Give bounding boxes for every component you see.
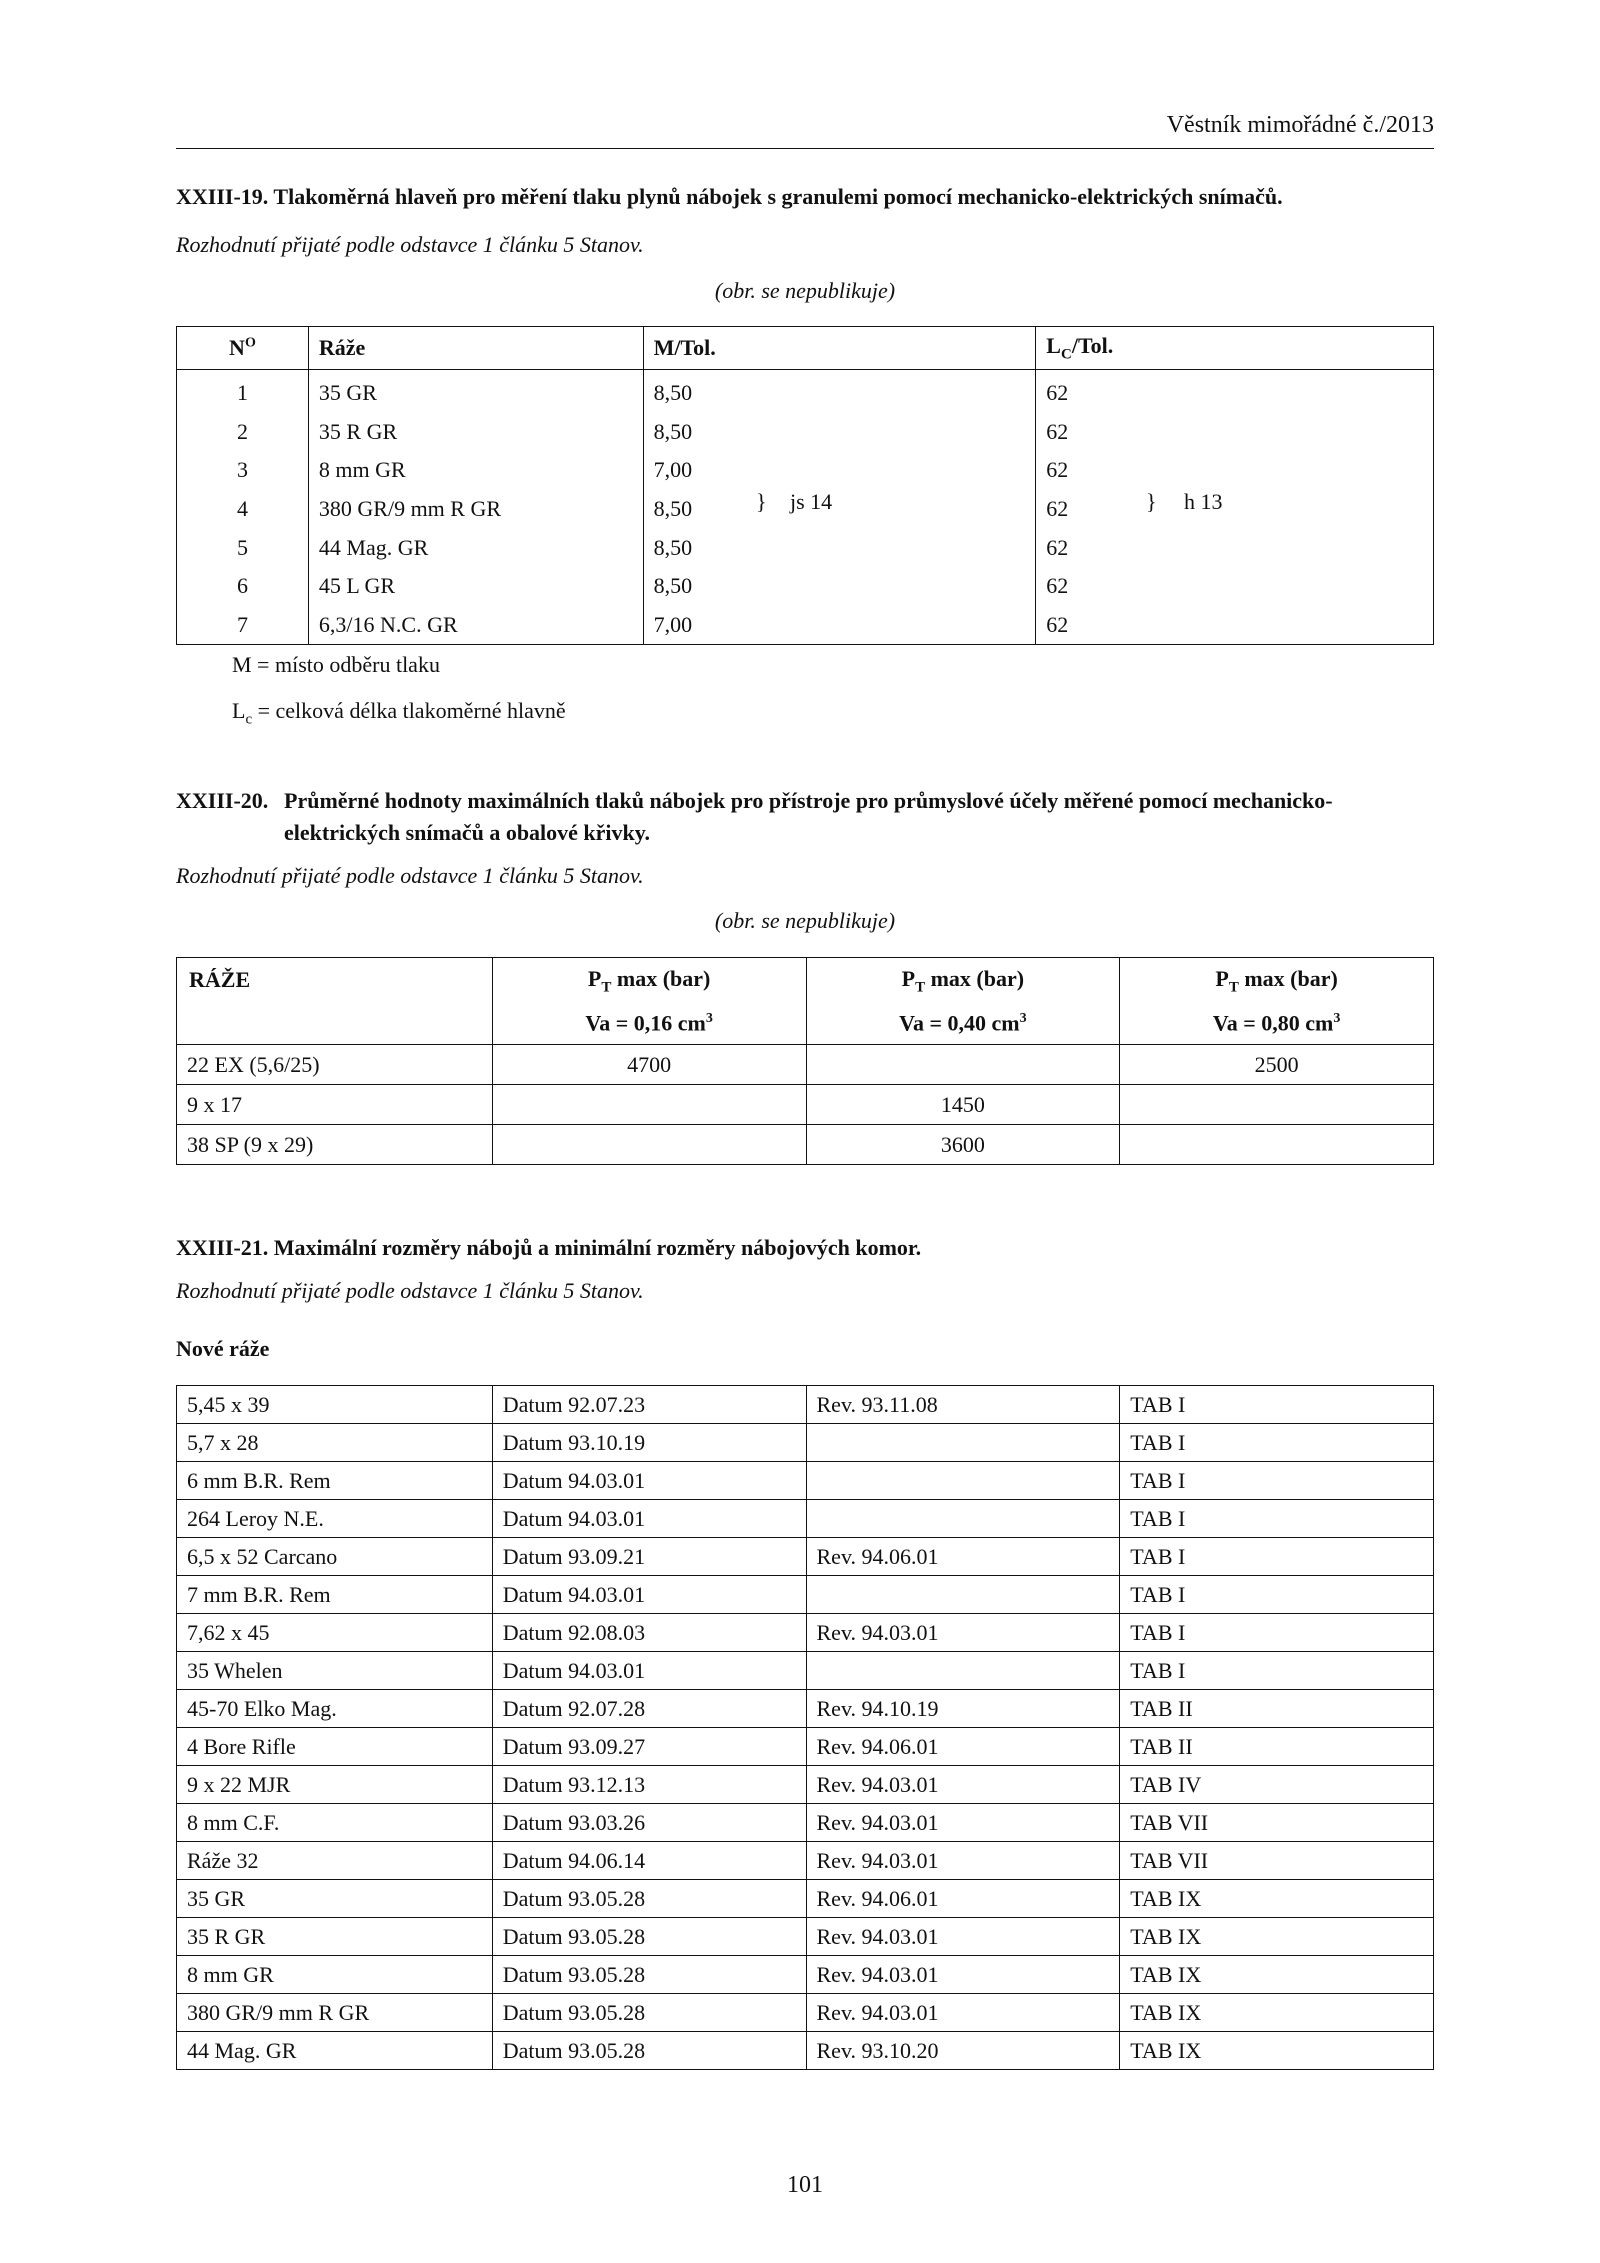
table-row <box>177 1728 1434 1766</box>
header-caliber: Ráže <box>308 327 643 370</box>
table-row <box>177 1994 1434 2032</box>
header-lc: $L_C$/Tol. <box>1036 327 1434 370</box>
row-caliber: 7 mm B.R. Rem <box>177 1576 493 1614</box>
row-revision: Rev. 93.11.08 <box>806 1386 1120 1424</box>
table-row <box>177 1125 1434 1165</box>
row-date: Datum 93.05.28 <box>492 2032 806 2070</box>
row-caliber: 8 mm GR <box>177 1956 493 1994</box>
brace-lc-label: h 13 <box>1184 489 1223 514</box>
table-row <box>177 1614 1434 1652</box>
header-caliber: RÁŽE <box>177 958 493 1045</box>
table-header-row <box>177 327 1434 370</box>
brace-lc: } <box>1146 489 1157 514</box>
table-row <box>177 413 1434 452</box>
row-table-ref: TAB VII <box>1120 1804 1434 1842</box>
table-row <box>177 2032 1434 2070</box>
row-table-ref: TAB II <box>1120 1690 1434 1728</box>
row-table-ref: TAB VII <box>1120 1842 1434 1880</box>
section-20-not-published: (obr. se nepublikuje) <box>714 908 896 933</box>
row-caliber: 264 Leroy N.E. <box>177 1500 493 1538</box>
row-lc-tol: 62 <box>1046 457 1069 483</box>
row-pt-040 <box>806 1045 1120 1085</box>
row-caliber: 35 GR <box>308 370 643 413</box>
row-m-tol: 8,50 <box>643 413 1036 452</box>
table-row <box>177 1424 1434 1462</box>
row-number: 3 <box>177 451 309 490</box>
row-table-ref: TAB IX <box>1120 1994 1434 2032</box>
row-pt-016 <box>492 1085 806 1125</box>
row-revision: Rev. 94.03.01 <box>806 1614 1120 1652</box>
row-table-ref: TAB I <box>1120 1462 1434 1500</box>
section-21-subheading: Nové ráže <box>176 1336 270 1361</box>
row-lc-tol: 62 <box>1046 418 1069 444</box>
row-caliber: 380 GR/9 mm R GR <box>308 490 643 529</box>
row-revision: Rev. 93.10.20 <box>806 2032 1120 2070</box>
row-date: Datum 93.03.26 <box>492 1804 806 1842</box>
row-lc-tol: 62 <box>1046 496 1069 522</box>
section-19-number: XXIII-19. <box>176 184 269 209</box>
row-table-ref: TAB I <box>1120 1538 1434 1576</box>
row-caliber: Ráže 32 <box>177 1842 493 1880</box>
row-caliber: 38 SP (9 x 29) <box>177 1125 493 1165</box>
section-20-title <box>176 785 1333 849</box>
row-m-tol: 7,00 <box>643 606 1036 645</box>
row-revision <box>806 1652 1120 1690</box>
row-table-ref: TAB II <box>1120 1728 1434 1766</box>
row-date: Datum 92.07.28 <box>492 1690 806 1728</box>
row-caliber: 45 L GR <box>308 567 643 606</box>
row-caliber: 45-70 Elko Mag. <box>177 1690 493 1728</box>
section-19-title <box>176 181 1283 213</box>
row-date: Datum 92.07.23 <box>492 1386 806 1424</box>
row-caliber: 4 Bore Rifle <box>177 1728 493 1766</box>
row-m-tol: 8,50 <box>643 567 1036 606</box>
table-row <box>177 1880 1434 1918</box>
row-table-ref: TAB IX <box>1120 2032 1434 2070</box>
row-caliber: 35 R GR <box>308 413 643 452</box>
row-pt-080: 2500 <box>1120 1045 1434 1085</box>
row-date: Datum 94.03.01 <box>492 1500 806 1538</box>
row-revision: Rev. 94.03.01 <box>806 1766 1120 1804</box>
section-21-title-text: Maximální rozměry nábojů a minimální rozměry nábojových komor. <box>273 1235 922 1260</box>
row-date: Datum 93.10.19 <box>492 1424 806 1462</box>
page-number: 101 <box>787 2172 823 2198</box>
row-date: Datum 93.09.27 <box>492 1728 806 1766</box>
row-revision: Rev. 94.03.01 <box>806 1994 1120 2032</box>
pressure-barrel-table <box>176 326 1434 645</box>
table-row <box>177 1500 1434 1538</box>
header-pt-016: $P_T$ max (bar) Va = 0,16 $cm^3$ <box>492 958 806 1045</box>
row-revision: Rev. 94.06.01 <box>806 1538 1120 1576</box>
header-pt-080: $P_T$ max (bar) Va = 0,80 $cm^3$ <box>1120 958 1434 1045</box>
section-20-number: XXIII-20. <box>176 788 269 813</box>
row-caliber: 44 Mag. GR <box>177 2032 493 2070</box>
table-row <box>177 1085 1434 1125</box>
row-pt-040: 1450 <box>806 1085 1120 1125</box>
table-row <box>177 1576 1434 1614</box>
row-m-tol: 8,50 <box>643 528 1036 567</box>
row-table-ref: TAB IX <box>1120 1956 1434 1994</box>
section-21-decision: Rozhodnutí přijaté podle odstavce 1 článku 5 Stanov. <box>176 1278 644 1303</box>
row-table-ref: TAB IX <box>1120 1918 1434 1956</box>
section-20-decision: Rozhodnutí přijaté podle odstavce 1 článku 5 Stanov. <box>176 863 644 888</box>
row-caliber: 44 Mag. GR <box>308 528 643 567</box>
row-table-ref: TAB I <box>1120 1500 1434 1538</box>
row-caliber: 22 EX (5,6/25) <box>177 1045 493 1085</box>
row-table-ref: TAB I <box>1120 1576 1434 1614</box>
table-header-row <box>177 958 1434 1045</box>
row-revision <box>806 1462 1120 1500</box>
row-revision <box>806 1576 1120 1614</box>
table-row <box>177 1652 1434 1690</box>
row-m-tol: 8,50 <box>643 370 1036 413</box>
table-row <box>177 528 1434 567</box>
row-number: 4 <box>177 490 309 529</box>
table-row <box>177 1804 1434 1842</box>
row-caliber: 5,45 x 39 <box>177 1386 493 1424</box>
row-table-ref: TAB I <box>1120 1652 1434 1690</box>
row-revision: Rev. 94.06.01 <box>806 1728 1120 1766</box>
row-caliber: 7,62 x 45 <box>177 1614 493 1652</box>
table-row <box>177 1766 1434 1804</box>
row-table-ref: TAB I <box>1120 1614 1434 1652</box>
row-caliber: 6,5 x 52 Carcano <box>177 1538 493 1576</box>
section-20-title-line2: elektrických snímačů a obalové křivky. <box>284 820 651 845</box>
row-date: Datum 94.03.01 <box>492 1652 806 1690</box>
row-caliber: 35 Whelen <box>177 1652 493 1690</box>
row-date: Datum 94.03.01 <box>492 1462 806 1500</box>
row-date: Datum 93.05.28 <box>492 1956 806 1994</box>
row-caliber: 35 GR <box>177 1880 493 1918</box>
row-caliber: 6,3/16 N.C. GR <box>308 606 643 645</box>
row-number: 2 <box>177 413 309 452</box>
row-m-tol: 7,00 <box>643 451 1036 490</box>
row-caliber: 6 mm B.R. Rem <box>177 1462 493 1500</box>
header-pt-040: $P_T$ max (bar) Va = 0,40 $cm^3$ <box>806 958 1120 1045</box>
row-caliber: 8 mm C.F. <box>177 1804 493 1842</box>
section-19-decision: Rozhodnutí přijaté podle odstavce 1 článku 5 Stanov. <box>176 232 644 257</box>
row-date: Datum 92.08.03 <box>492 1614 806 1652</box>
row-date: Datum 94.06.14 <box>492 1842 806 1880</box>
row-lc-tol: 62 <box>1046 534 1069 560</box>
row-date: Datum 93.05.28 <box>492 1918 806 1956</box>
row-revision: Rev. 94.03.01 <box>806 1842 1120 1880</box>
row-caliber: 5,7 x 28 <box>177 1424 493 1462</box>
section-20-title-line1: Průměrné hodnoty maximálních tlaků nábojek pro přístroje pro průmyslové účely měřené pomocí mechanicko- <box>284 788 1333 813</box>
row-date: Datum 93.05.28 <box>492 1994 806 2032</box>
table-row <box>177 451 1434 490</box>
row-caliber: 35 R GR <box>177 1918 493 1956</box>
row-revision: Rev. 94.03.01 <box>806 1918 1120 1956</box>
row-revision: Rev. 94.03.01 <box>806 1804 1120 1842</box>
legend-m: M = místo odběru tlaku <box>232 652 440 677</box>
brace-m: } <box>756 489 767 514</box>
header-no: $N^O$ <box>177 327 309 370</box>
row-table-ref: TAB IX <box>1120 1880 1434 1918</box>
row-number: 6 <box>177 567 309 606</box>
row-revision <box>806 1424 1120 1462</box>
row-m-tol: 8,50 <box>643 490 1036 529</box>
row-table-ref: TAB I <box>1120 1386 1434 1424</box>
section-21-number: XXIII-21. <box>176 1235 269 1260</box>
row-revision: Rev. 94.10.19 <box>806 1690 1120 1728</box>
row-pt-080 <box>1120 1125 1434 1165</box>
table-row <box>177 1956 1434 1994</box>
row-revision: Rev. 94.06.01 <box>806 1880 1120 1918</box>
row-number: 1 <box>177 370 309 413</box>
table-row <box>177 370 1434 413</box>
row-date: Datum 93.05.28 <box>492 1880 806 1918</box>
row-lc-tol: 62 <box>1046 611 1069 637</box>
row-pt-016 <box>492 1125 806 1165</box>
row-number: 7 <box>177 606 309 645</box>
table-row <box>177 1918 1434 1956</box>
row-date: Datum 94.03.01 <box>492 1576 806 1614</box>
legend-lc: $L_c$ = celková délka tlakoměrné hlavně <box>232 698 566 728</box>
brace-m-label: js 14 <box>790 489 833 514</box>
row-table-ref: TAB I <box>1120 1424 1434 1462</box>
row-pt-080 <box>1120 1085 1434 1125</box>
table-row <box>177 1538 1434 1576</box>
row-number: 5 <box>177 528 309 567</box>
row-date: Datum 93.12.13 <box>492 1766 806 1804</box>
table-row <box>177 1386 1434 1424</box>
table-row <box>177 1842 1434 1880</box>
max-pressure-table <box>176 957 1434 1165</box>
row-revision: Rev. 94.03.01 <box>806 1956 1120 1994</box>
section-19-title-text: Tlakoměrná hlaveň pro měření tlaku plynů nábojek s granulemi pomocí mechanicko-elektrických snímačů. <box>273 184 1283 209</box>
row-table-ref: TAB IV <box>1120 1766 1434 1804</box>
new-calibers-table <box>176 1385 1434 2070</box>
row-caliber: 8 mm GR <box>308 451 643 490</box>
row-pt-040: 3600 <box>806 1125 1120 1165</box>
row-date: Datum 93.09.21 <box>492 1538 806 1576</box>
table-row <box>177 1045 1434 1085</box>
section-21-title <box>176 1232 921 1264</box>
row-caliber: 380 GR/9 mm R GR <box>177 1994 493 2032</box>
table-row <box>177 1462 1434 1500</box>
row-revision <box>806 1500 1120 1538</box>
row-caliber: 9 x 22 MJR <box>177 1766 493 1804</box>
header-m: M/Tol. <box>643 327 1036 370</box>
row-pt-016: 4700 <box>492 1045 806 1085</box>
section-19-not-published: (obr. se nepublikuje) <box>714 278 896 303</box>
page-header <box>176 112 1434 149</box>
table-row <box>177 606 1434 645</box>
table-row <box>177 1690 1434 1728</box>
row-lc-tol: 62 <box>1046 380 1069 406</box>
table-row <box>177 567 1434 606</box>
row-lc-tol: 62 <box>1046 573 1069 599</box>
row-caliber: 9 x 17 <box>177 1085 493 1125</box>
header-title: Věstník mimořádné č./2013 <box>1166 112 1434 138</box>
